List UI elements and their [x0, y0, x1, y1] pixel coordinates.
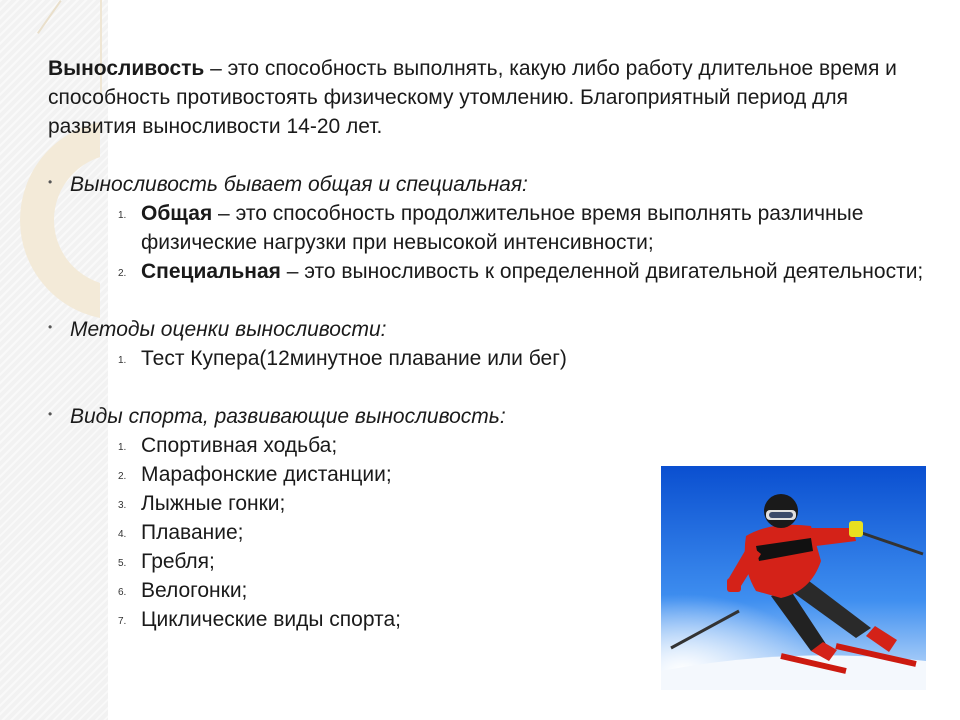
item-text: Лыжные гонки; [141, 492, 286, 515]
item-number: 1. [118, 355, 127, 366]
item-number: 1. [118, 442, 127, 453]
item-number: 2. [118, 471, 127, 482]
bullet-icon: • [48, 407, 53, 421]
item-text: Велогонки; [141, 579, 248, 602]
list-item [118, 344, 928, 373]
item-number: 6. [118, 587, 127, 598]
item-number: 4. [118, 529, 127, 540]
list-item [118, 257, 928, 286]
section-heading [48, 315, 928, 344]
list-item [118, 431, 928, 460]
assessment-methods-list [48, 344, 928, 373]
item-number: 3. [118, 500, 127, 511]
section-heading-text: Выносливость бывает общая и специальная: [70, 173, 528, 196]
item-text: Гребля; [141, 550, 215, 573]
item-text: – это выносливость к определенной двигательной деятельности; [280, 260, 924, 283]
skier-illustration [661, 466, 926, 690]
skier-photo [661, 466, 926, 690]
section-heading-text: Виды спорта, развивающие выносливость: [70, 405, 506, 428]
intro-paragraph [48, 54, 928, 141]
bullet-icon: • [48, 320, 53, 334]
item-number: 2. [118, 268, 127, 279]
item-number: 7. [118, 616, 127, 627]
section-heading [48, 170, 928, 199]
list-item [118, 199, 928, 257]
item-number: 1. [118, 210, 127, 221]
item-term: Общая [141, 202, 213, 225]
intro-definition: – это способность выполнять, какую либо работу длительное время и способность противостоять физическому утомлению. Благоприятный период для развития выносливости 14-20 лет. [48, 57, 897, 138]
item-text: Плавание; [141, 521, 244, 544]
section-heading [48, 402, 928, 431]
item-text: Тест Купера(12минутное плавание или бег) [141, 347, 567, 370]
item-text: Марафонские дистанции; [141, 463, 392, 486]
item-text: – это способность продолжительное время выполнять различные физические нагрузки при невысокой интенсивности; [141, 202, 864, 254]
item-term: Специальная [141, 260, 281, 283]
bullet-icon: • [48, 175, 53, 189]
intro-term: Выносливость [48, 57, 205, 80]
section-heading-text: Методы оценки выносливости: [70, 318, 387, 341]
endurance-types-list [48, 199, 928, 286]
item-number: 5. [118, 558, 127, 569]
item-text: Спортивная ходьба; [141, 434, 338, 457]
item-text: Циклические виды спорта; [141, 608, 401, 631]
